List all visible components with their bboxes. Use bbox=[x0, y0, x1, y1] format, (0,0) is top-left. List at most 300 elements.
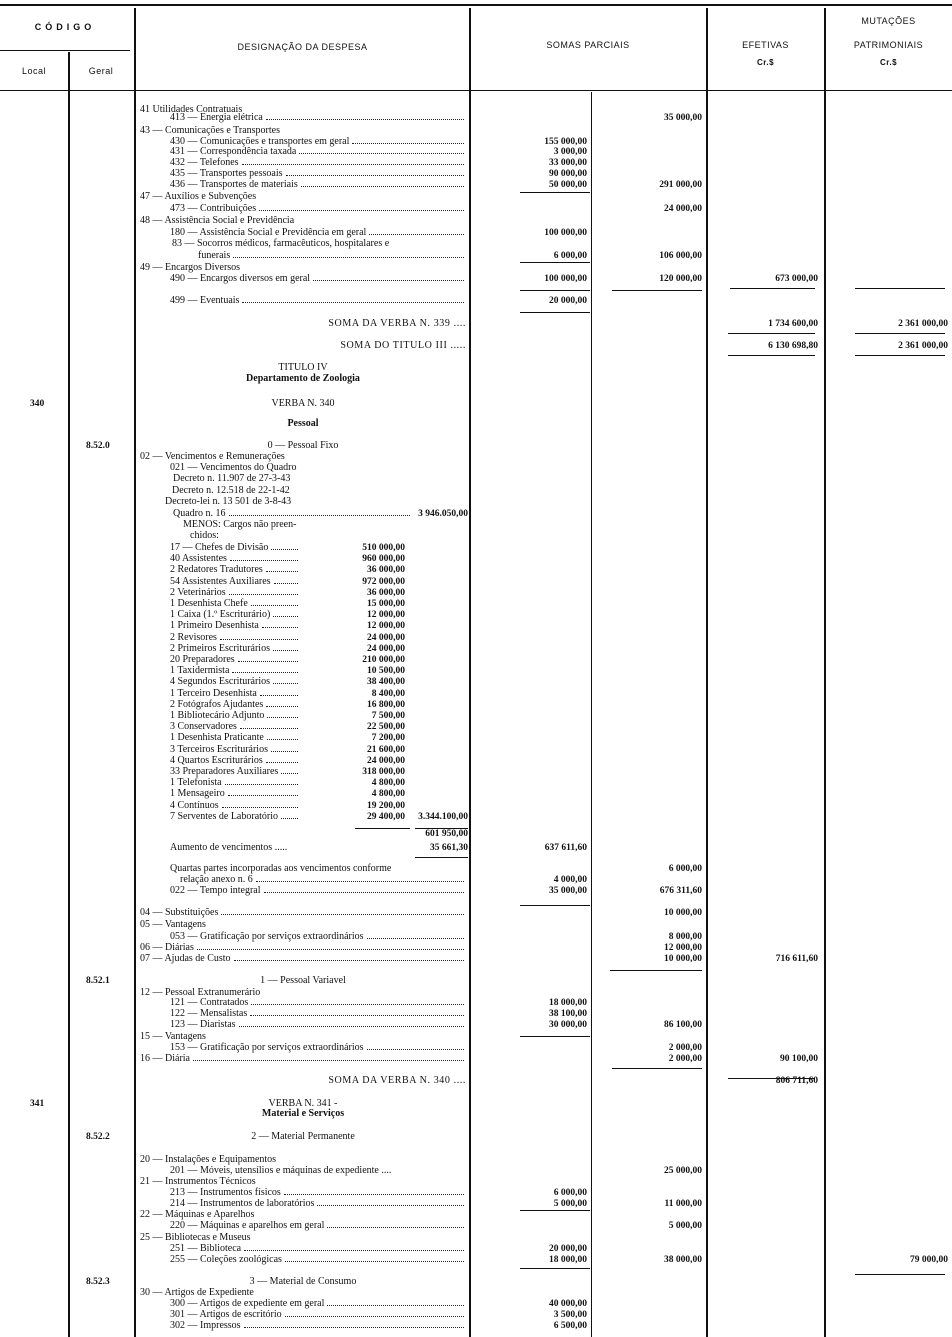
table-row bbox=[0, 542, 952, 554]
description-text: Quartas partes incorporadas aos vencimentos conforme bbox=[170, 863, 392, 874]
dot-leader bbox=[220, 638, 298, 640]
dot-leader bbox=[266, 705, 298, 707]
row-description bbox=[140, 1131, 466, 1143]
description-text: 435 — Transportes pessoais bbox=[170, 168, 283, 179]
code-geral: 8.52.1 bbox=[86, 976, 110, 986]
inner-total: 35 661,30 bbox=[430, 843, 468, 853]
sum-rule bbox=[520, 290, 590, 291]
dot-leader bbox=[244, 1249, 464, 1251]
inner-value: 24 000,00 bbox=[367, 643, 405, 654]
description-text: 180 — Assistência Social e Previdência em geral bbox=[170, 227, 367, 238]
row-description bbox=[170, 777, 300, 789]
description-text: 2 Primeiros Escriturários bbox=[170, 642, 270, 654]
inner-value: 19 200,00 bbox=[367, 800, 405, 811]
dot-leader bbox=[299, 152, 464, 154]
dot-leader bbox=[221, 913, 464, 915]
description-text: 220 — Máquinas e aparelhos em geral bbox=[170, 1220, 325, 1231]
dot-leader bbox=[285, 1260, 464, 1262]
dot-leader bbox=[327, 1226, 464, 1228]
description-text: 15 — Vantagens bbox=[140, 1031, 206, 1042]
description-text: 49 — Encargos Diversos bbox=[140, 262, 241, 273]
row-description bbox=[165, 496, 466, 508]
table-row bbox=[0, 318, 952, 330]
inner-value: 7 200,00 bbox=[371, 733, 405, 744]
dot-leader bbox=[266, 570, 298, 572]
row-description bbox=[140, 975, 466, 987]
header-codigo: CÓDIGO bbox=[34, 22, 96, 32]
description-text: 21 — Instrumentos Técnicos bbox=[140, 1176, 256, 1187]
header-mutacoes-unit: Cr.$ bbox=[879, 58, 898, 67]
description-text: 2 Revisores bbox=[170, 631, 217, 643]
header-efetivas-unit: Cr.$ bbox=[756, 58, 775, 67]
description-text: Aumento de vencimentos ..... bbox=[170, 842, 288, 853]
dot-leader bbox=[285, 1315, 464, 1317]
description-text: 33 Preparadores Auxiliares bbox=[170, 766, 279, 777]
table-row bbox=[0, 1075, 952, 1087]
table-row bbox=[0, 975, 952, 987]
partial-value: 50 000,00 bbox=[549, 180, 587, 190]
row-description bbox=[140, 191, 466, 203]
description-text: 1 Caixa (1.º Escriturário) bbox=[170, 609, 271, 621]
table-row bbox=[0, 665, 952, 677]
dot-leader bbox=[228, 794, 298, 796]
table-row bbox=[0, 609, 952, 621]
description-text: 122 — Mensalistas bbox=[170, 1008, 248, 1019]
inner-value: 36 000,00 bbox=[367, 587, 405, 598]
sum-rule bbox=[728, 333, 815, 334]
efetiva-value: 673 000,00 bbox=[775, 274, 818, 284]
description-text: 4 Segundos Escriturários bbox=[170, 676, 270, 688]
description-text: 41 Utilidades Contratuais bbox=[140, 104, 243, 115]
inner-value: 972 000,00 bbox=[362, 576, 405, 587]
sum-rule bbox=[355, 828, 410, 829]
dot-leader bbox=[367, 937, 464, 939]
table-row bbox=[0, 1320, 952, 1332]
inner-value: 36 000,00 bbox=[367, 565, 405, 576]
partial-value: 100 000,00 bbox=[544, 228, 587, 238]
table-row bbox=[0, 576, 952, 588]
sum-rule bbox=[855, 1274, 945, 1275]
description-text: 07 — Ajudas de Custo bbox=[140, 953, 231, 964]
table-row bbox=[0, 295, 952, 307]
description-text: 022 — Tempo integral bbox=[170, 885, 261, 896]
description-text: MENOS: Cargos não preen- bbox=[183, 519, 297, 530]
row-description bbox=[170, 721, 300, 733]
dot-leader bbox=[274, 582, 298, 584]
table-row bbox=[0, 1220, 952, 1232]
dot-leader bbox=[242, 163, 464, 165]
table-row bbox=[0, 842, 952, 854]
description-text: 430 — Comunicações e transportes em geral bbox=[170, 136, 350, 147]
dot-leader bbox=[256, 880, 464, 882]
row-description bbox=[140, 215, 466, 227]
table-row bbox=[0, 788, 952, 800]
partial-value: 30 000,00 bbox=[549, 1020, 587, 1030]
description-text: 490 — Encargos diversos em geral bbox=[170, 273, 311, 284]
row-description bbox=[170, 587, 300, 599]
row-description bbox=[170, 1019, 466, 1031]
header-mutacoes: MUTAÇÕES bbox=[861, 16, 916, 26]
table-row bbox=[0, 1131, 952, 1143]
inner-value: 510 000,00 bbox=[362, 543, 405, 553]
inner-value: 29 400,00 bbox=[367, 811, 405, 822]
description-text: 1 Terceiro Desenhista bbox=[170, 687, 257, 699]
partial-value: 100 000,00 bbox=[544, 274, 587, 284]
sum-rule bbox=[520, 262, 590, 263]
description-text: funerais bbox=[198, 250, 231, 261]
partial-value: 20 000,00 bbox=[549, 1244, 587, 1254]
dot-leader bbox=[367, 1048, 464, 1050]
inner-value: 24 000,00 bbox=[367, 755, 405, 766]
partial-value: 4 000,00 bbox=[553, 875, 587, 885]
description-text: 1 Primeiro Desenhista bbox=[170, 620, 259, 632]
inner-value: 38 400,00 bbox=[367, 677, 405, 688]
dot-leader bbox=[193, 1059, 464, 1061]
sum-rule bbox=[855, 355, 945, 356]
table-row bbox=[0, 907, 952, 919]
partial-sum: 676 311,60 bbox=[659, 886, 702, 896]
description-text: 47 — Auxílios e Subvenções bbox=[140, 191, 257, 202]
description-text: 54 Assistentes Auxiliares bbox=[170, 575, 271, 587]
efetiva-value: 90 100,00 bbox=[780, 1054, 818, 1064]
dot-leader bbox=[271, 750, 298, 752]
description-text: VERBA N. 341 - bbox=[268, 1098, 338, 1109]
table-row bbox=[0, 112, 952, 124]
inner-total: 3 946.050,00 bbox=[418, 509, 468, 519]
code-local: 341 bbox=[30, 1099, 45, 1109]
description-text: Pessoal bbox=[287, 418, 319, 429]
row-description bbox=[170, 710, 300, 722]
table-row bbox=[0, 250, 952, 262]
row-description bbox=[170, 609, 300, 621]
description-text: Decreto n. 12.518 de 22-1-42 bbox=[172, 485, 290, 496]
row-description bbox=[170, 576, 300, 588]
partial-sum: 24 000,00 bbox=[664, 204, 702, 214]
row-description bbox=[170, 800, 300, 812]
table-row bbox=[0, 587, 952, 599]
row-description bbox=[170, 295, 466, 307]
code-local: 340 bbox=[30, 399, 45, 409]
description-text: Decreto n. 11.907 de 27-3-43 bbox=[173, 473, 291, 484]
inner-value: 7 500,00 bbox=[371, 711, 405, 721]
partial-sum: 8 000,00 bbox=[668, 932, 702, 942]
row-description bbox=[170, 1220, 466, 1232]
table-row bbox=[0, 699, 952, 711]
sum-rule bbox=[520, 1210, 590, 1211]
row-description bbox=[170, 643, 300, 655]
row-description bbox=[170, 755, 300, 767]
partial-value: 38 100,00 bbox=[549, 1009, 587, 1019]
dot-leader bbox=[232, 671, 298, 673]
table-row bbox=[0, 203, 952, 215]
description-text: 436 — Transportes de materiais bbox=[170, 179, 298, 190]
dot-leader bbox=[229, 593, 298, 595]
partial-value: 35 000,00 bbox=[549, 886, 587, 896]
header-bottom-rule bbox=[0, 90, 952, 91]
sum-rule bbox=[855, 333, 945, 334]
description-text: 473 — Contribuições bbox=[170, 203, 257, 214]
description-text: Decreto-lei n. 13 501 de 3-8-43 bbox=[165, 496, 292, 507]
dot-leader bbox=[230, 559, 298, 561]
sum-rule bbox=[855, 288, 945, 289]
header-geral: Geral bbox=[88, 66, 114, 76]
table-row bbox=[0, 191, 952, 203]
description-text: 1 — Pessoal Variavel bbox=[260, 975, 346, 986]
table-row bbox=[0, 473, 952, 485]
description-text: VERBA N. 340 bbox=[271, 398, 335, 409]
dot-leader bbox=[239, 1025, 464, 1027]
description-text: 153 — Gratificação por serviços extraordinários bbox=[170, 1042, 364, 1053]
description-text: 302 — Impressos bbox=[170, 1320, 241, 1331]
row-description bbox=[140, 318, 466, 330]
dot-leader bbox=[262, 626, 298, 628]
partial-sum: 120 000,00 bbox=[659, 274, 702, 284]
table-row bbox=[0, 273, 952, 285]
row-description bbox=[170, 542, 300, 554]
inner-value: 24 000,00 bbox=[367, 632, 405, 643]
efetiva-value: 806 711,60 bbox=[775, 1076, 818, 1086]
table-row bbox=[0, 179, 952, 191]
description-text: 300 — Artigos de expediente em geral bbox=[170, 1298, 325, 1309]
partial-value: 3 500,00 bbox=[553, 1310, 587, 1320]
description-text: Departamento de Zoologia bbox=[246, 373, 360, 384]
dot-leader bbox=[240, 727, 298, 729]
dot-leader bbox=[352, 142, 464, 144]
row-description bbox=[140, 1108, 466, 1120]
description-text: 021 — Vencimentos do Quadro bbox=[170, 462, 297, 473]
dot-leader bbox=[313, 279, 464, 281]
row-description bbox=[170, 632, 300, 644]
row-description bbox=[170, 788, 300, 800]
efetiva-value: 6 130 698,80 bbox=[768, 341, 818, 351]
partial-value: 6 000,00 bbox=[553, 1188, 587, 1198]
table-row bbox=[0, 496, 952, 508]
dot-leader bbox=[260, 694, 298, 696]
description-text: 255 — Coleções zoológicas bbox=[170, 1254, 282, 1265]
row-description bbox=[140, 340, 466, 352]
description-text: 4 Contínuos bbox=[170, 799, 219, 811]
description-text: 121 — Contratados bbox=[170, 997, 249, 1008]
description-text: Quadro n. 16 bbox=[173, 508, 226, 519]
table-row bbox=[0, 643, 952, 655]
partial-value: 40 000,00 bbox=[549, 1299, 587, 1309]
partial-sum: 25 000,00 bbox=[664, 1166, 702, 1176]
table-row bbox=[0, 688, 952, 700]
table-row bbox=[0, 1053, 952, 1065]
sum-rule bbox=[612, 290, 702, 291]
description-text: 432 — Telefones bbox=[170, 157, 239, 168]
dot-leader bbox=[327, 1304, 464, 1306]
table-row bbox=[0, 530, 952, 542]
description-text: 43 — Comunicações e Transportes bbox=[140, 125, 280, 136]
dot-leader bbox=[317, 1204, 464, 1206]
inner-value: 21 600,00 bbox=[367, 744, 405, 755]
sum-rule bbox=[730, 288, 815, 289]
description-text: 3 — Material de Consumo bbox=[249, 1276, 357, 1287]
inner-value: 12 000,00 bbox=[367, 610, 405, 621]
table-row bbox=[0, 598, 952, 610]
partial-sum: 10 000,00 bbox=[664, 954, 702, 964]
dot-leader bbox=[273, 615, 298, 617]
sum-rule bbox=[520, 1268, 590, 1269]
partial-sum: 12 000,00 bbox=[664, 943, 702, 953]
description-text: 301 — Artigos de escritório bbox=[170, 1309, 282, 1320]
description-text: 48 — Assistência Social e Previdência bbox=[140, 215, 295, 226]
table-row bbox=[0, 654, 952, 666]
row-description bbox=[170, 744, 300, 756]
row-description bbox=[140, 1053, 466, 1065]
inner-value: 318 000,00 bbox=[362, 767, 405, 777]
partial-value: 637 611,60 bbox=[544, 843, 587, 853]
row-description bbox=[170, 732, 300, 744]
code-geral: 8.52.2 bbox=[86, 1132, 110, 1142]
description-text: 431 — Correspondência taxada bbox=[170, 146, 297, 157]
description-text: 05 — Vantagens bbox=[140, 919, 206, 930]
description-text: 1 Telefonista bbox=[170, 777, 222, 789]
description-text: 22 — Máquinas e Aparelhos bbox=[140, 1209, 255, 1220]
table-row bbox=[0, 1108, 952, 1120]
table-row bbox=[0, 885, 952, 897]
sum-rule bbox=[415, 857, 468, 858]
row-description bbox=[140, 953, 466, 965]
description-text: 2 — Material Permanente bbox=[251, 1131, 355, 1142]
table-row bbox=[0, 828, 952, 840]
table-row bbox=[0, 340, 952, 352]
dot-leader bbox=[251, 604, 298, 606]
sum-rule bbox=[415, 828, 468, 829]
efetiva-value: 716 611,60 bbox=[775, 954, 818, 964]
inner-value: 960 000,00 bbox=[362, 554, 405, 565]
table-row bbox=[0, 398, 952, 410]
description-text: SOMA DA VERBA N. 339 .... bbox=[328, 318, 466, 329]
dot-leader bbox=[266, 118, 464, 120]
description-text: 1 Bibliotecário Adjunto bbox=[170, 710, 265, 721]
description-text: 1 Taxidermista bbox=[170, 665, 230, 677]
description-text: 25 — Bibliotecas e Museus bbox=[140, 1232, 251, 1243]
table-row bbox=[0, 744, 952, 756]
dot-leader bbox=[233, 256, 464, 258]
row-description bbox=[172, 238, 466, 250]
dot-leader bbox=[234, 959, 464, 961]
description-text: 30 — Artigos de Expediente bbox=[140, 1287, 254, 1298]
dot-leader bbox=[266, 761, 298, 763]
partial-value: 20 000,00 bbox=[549, 296, 587, 306]
description-text: TITULO IV bbox=[278, 362, 328, 373]
description-text: 20 Preparadores bbox=[170, 654, 235, 665]
dot-leader bbox=[250, 1014, 464, 1016]
partial-sum: 5 000,00 bbox=[668, 1221, 702, 1231]
dot-leader bbox=[286, 174, 464, 176]
table-row bbox=[0, 800, 952, 812]
partial-value: 18 000,00 bbox=[549, 1255, 587, 1265]
row-description bbox=[170, 564, 300, 576]
inner-value: 22 500,00 bbox=[367, 722, 405, 733]
table-row bbox=[0, 811, 952, 823]
dot-leader bbox=[238, 660, 298, 662]
description-text: 12 — Pessoal Extranumerário bbox=[140, 987, 261, 998]
row-description bbox=[140, 1075, 466, 1087]
description-text: 17 — Chefes de Divisão bbox=[170, 542, 269, 553]
partial-value: 5 000,00 bbox=[553, 1199, 587, 1209]
table-row bbox=[0, 564, 952, 576]
dot-leader bbox=[259, 209, 464, 211]
row-description bbox=[170, 179, 466, 191]
description-text: 16 — Diária bbox=[140, 1053, 190, 1064]
table-row bbox=[0, 732, 952, 744]
dot-leader bbox=[281, 817, 298, 819]
sum-rule bbox=[520, 1036, 590, 1037]
description-text: 2 Redatores Tradutores bbox=[170, 564, 263, 576]
efetiva-value: 1 734 600,00 bbox=[768, 319, 818, 329]
inner-value: 4 800,00 bbox=[371, 778, 405, 789]
inner-value: 10 500,00 bbox=[367, 666, 405, 677]
row-description bbox=[140, 398, 466, 410]
table-row bbox=[0, 1019, 952, 1031]
sum-rule bbox=[610, 970, 702, 971]
partial-value: 33 000,00 bbox=[549, 158, 587, 168]
table-row bbox=[0, 755, 952, 767]
partial-sum: 35 000,00 bbox=[664, 113, 702, 123]
dot-leader bbox=[225, 783, 298, 785]
table-row bbox=[0, 215, 952, 227]
inner-value: 210 000,00 bbox=[362, 655, 405, 665]
description-text: 4 Quartos Escriturários bbox=[170, 754, 263, 766]
description-text: Material e Serviços bbox=[261, 1108, 345, 1119]
description-text: 3 Terceiros Escriturários bbox=[170, 743, 268, 755]
partial-sum: 11 000,00 bbox=[664, 1199, 702, 1209]
table-row bbox=[0, 721, 952, 733]
row-description bbox=[170, 112, 466, 124]
partial-sum: 106 000,00 bbox=[659, 251, 702, 261]
row-description bbox=[170, 688, 300, 700]
description-text: SOMA DA VERBA N. 340 .... bbox=[328, 1075, 466, 1086]
table-row bbox=[0, 1254, 952, 1266]
dot-leader bbox=[369, 233, 464, 235]
inner-total: 601 950,00 bbox=[425, 829, 468, 839]
description-text: 83 — Socorros médicos, farmacêuticos, hospitalares e bbox=[172, 238, 390, 249]
dot-leader bbox=[271, 548, 298, 550]
table-row bbox=[0, 919, 952, 931]
row-description bbox=[170, 553, 300, 565]
description-text: 213 — Instrumentos físicos bbox=[170, 1187, 281, 1198]
top-border bbox=[0, 4, 952, 6]
description-text: 214 — Instrumentos de laboratórios bbox=[170, 1198, 315, 1209]
partial-value: 6 500,00 bbox=[553, 1321, 587, 1331]
description-text: 499 — Eventuais bbox=[170, 295, 240, 306]
table-row bbox=[0, 418, 952, 430]
description-text: 2 Fotógrafos Ajudantes bbox=[170, 698, 264, 710]
mutacao-value: 2 361 000,00 bbox=[898, 319, 948, 329]
description-text: chidos: bbox=[190, 530, 219, 541]
description-text: 04 — Substituições bbox=[140, 907, 219, 918]
table-row bbox=[0, 953, 952, 965]
row-description bbox=[170, 203, 466, 215]
table-row bbox=[0, 620, 952, 632]
code-geral: 8.52.0 bbox=[86, 441, 110, 451]
description-text: SOMA DO TITULO III ..... bbox=[340, 340, 466, 351]
description-text: 053 — Gratificação por serviços extraordinários bbox=[170, 931, 364, 942]
sum-rule bbox=[612, 1068, 702, 1069]
sum-rule bbox=[520, 192, 590, 193]
description-text: 201 — Móveis, utensílios e máquinas de expediente .... bbox=[170, 1165, 392, 1176]
description-text: 1 Desenhista Praticante bbox=[170, 732, 264, 744]
dot-leader bbox=[273, 649, 298, 651]
dot-leader bbox=[242, 301, 464, 303]
sum-rule bbox=[728, 355, 815, 356]
mutacao-value: 79 000,00 bbox=[910, 1255, 948, 1265]
row-description bbox=[170, 620, 300, 632]
row-description bbox=[170, 1254, 466, 1266]
